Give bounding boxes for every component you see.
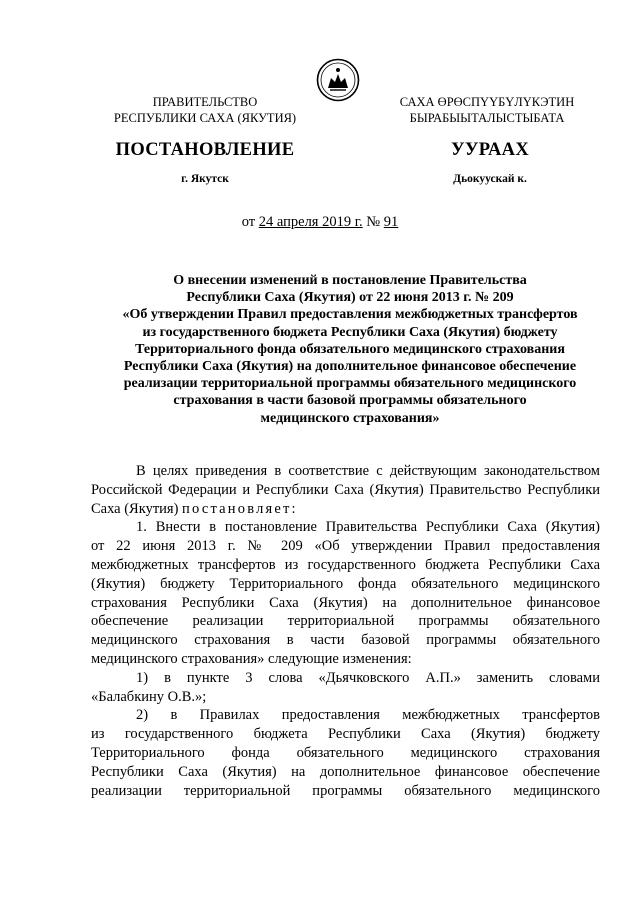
body-line: «Балабкину О.В.»; [91,688,207,705]
date-and-number [0,214,640,231]
subject-line: из государственного бюджета Республики Саха (Якутия) бюджету [142,324,558,340]
body-line: из государственного бюджета Республики Саха (Якутия) бюджету [91,726,600,743]
body-line: обеспечение реализации территориальной программы обязательного [91,613,600,630]
body-line: страхования Республики Саха (Якутия) на дополнительное финансовое [91,594,600,611]
subject-line: О внесении изменений в постановление Правительства [173,273,527,288]
document-date: 24 апреля 2019 г. [258,214,363,230]
city-yakut: Дьокуускай к. [453,173,527,185]
subject-line: Республики Саха (Якутия) от 22 июня 2013 г. № 209 [186,290,514,306]
decree-word: постановляет: [182,500,298,517]
body-line: реализации территориальной программы обязательного медицинского [91,782,600,799]
number-label: № [362,214,384,230]
body-line: от 22 июня 2013 г. № 209 «Об утверждении Правил предоставления [91,538,600,555]
body-line: 1) в пункте 3 слова «Дьячковского А.П.» заменить словами [136,669,600,686]
header-left-line2: РЕСПУБЛИКИ САХА (ЯКУТИЯ) [113,111,297,125]
city-russian: г. Якутск [181,173,229,185]
header-left [100,94,310,126]
body-line: (Якутия) бюджету Территориального фонда обязательного медицинского [91,575,600,592]
document-body [91,462,600,800]
document-type-russian: ПОСТАНОВЛЕНИЕ [115,140,295,160]
subject-line: страхования в части базовой программы обязательного [173,393,527,409]
body-line: медицинского страхования в части базовой программы обязательного [91,632,600,649]
body-line: 2) в Правилах предоставления межбюджетных трансфертов [136,707,600,724]
body-line: Российской Федерации и Республики Саха (Якутия) Правительство Республики [91,481,600,498]
subject-line: Республики Саха (Якутия) на дополнительное финансовое обеспечение [123,359,577,375]
header-right-line2: БЫРАБЫЫТАЛЫСТЫБАТА [409,111,565,125]
date-prefix: от [241,214,259,230]
subject-line: медицинского страхования» [260,410,440,426]
body-line [91,500,600,519]
body-line: медицинского страхования» следующие изменения: [91,650,412,667]
body-line: межбюджетных трансфертов из государственного бюджета Республики Саха [91,556,600,573]
subject-line: Территориального фонда обязательного медицинского страхования [135,341,565,357]
body-line-text: Саха (Якутия) [91,500,183,517]
subject-line: реализации территориальной программы обязательного медицинского [123,376,577,392]
body-line: Территориального фонда обязательного медицинского страхования [91,744,600,761]
document-subject [90,272,610,427]
header-left-line1: ПРАВИТЕЛЬСТВО [152,95,258,109]
header-right-line1: САХА ӨРӨСПҮҮБҮЛҮКЭТИН [399,95,575,109]
document-number: 91 [383,214,399,230]
body-line: 1. Внести в постановление Правительства Республики Саха (Якутия) [136,519,600,536]
body-line: В целях приведения в соответствие с действующим законодательством [136,463,600,479]
document-type-yakut: УУРААХ [451,140,529,160]
subject-line: «Об утверждении Правил предоставления межбюджетных трансфертов [122,307,578,323]
body-line: Республики Саха (Якутия) на дополнительное финансовое обеспечение [91,763,600,780]
coat-of-arms-emblem-icon [316,58,360,102]
header-right [372,94,602,126]
